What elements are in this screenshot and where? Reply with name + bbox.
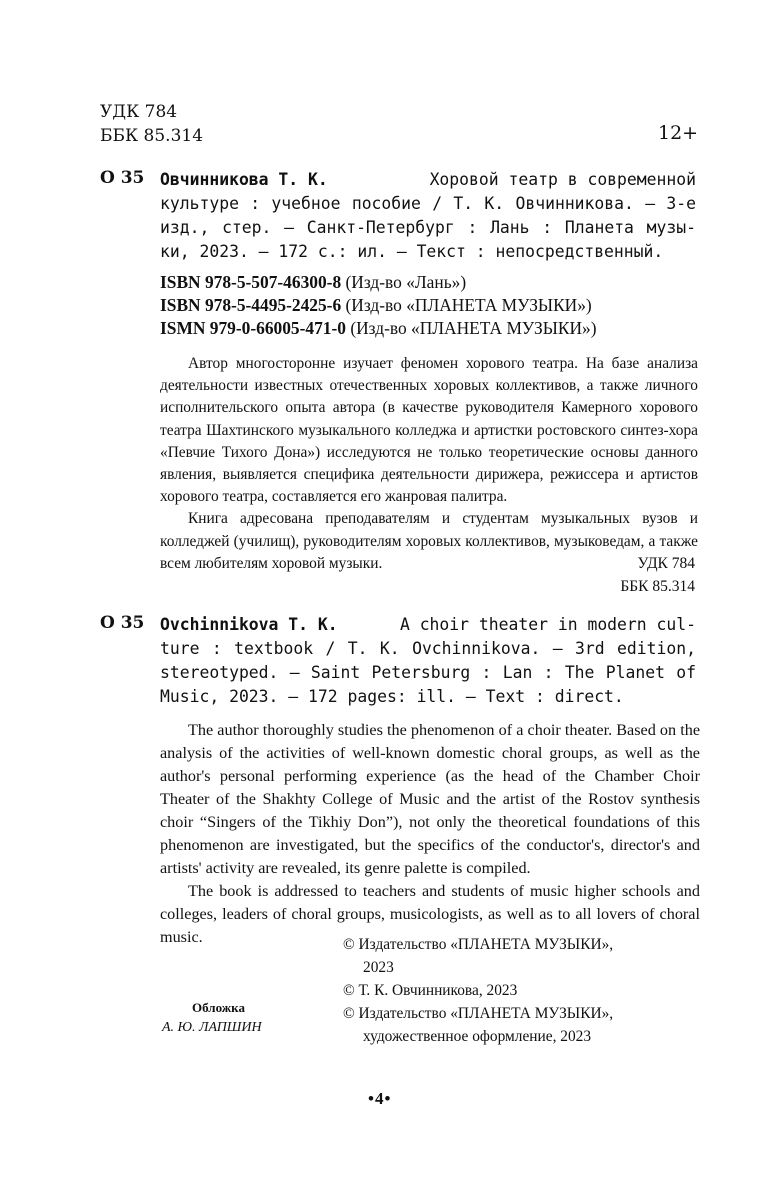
- entry-line: ки, 2023. — 172 с.: ил. — Текст : непосредственный.: [160, 242, 664, 261]
- age-rating: 12+: [658, 122, 699, 144]
- copyright-line: 2023: [363, 959, 394, 976]
- entry-line: [160, 168, 696, 192]
- entry-line: Music, 2023. — 172 pages: ill. — Text : direct.: [160, 687, 624, 706]
- en-abstract: [160, 719, 700, 949]
- en-entry-text: [160, 613, 696, 709]
- entry-line: stereotyped. — Saint Petersburg : Lan : The Planet of: [160, 663, 696, 682]
- ismn-publisher: (Изд-во «ПЛАНЕТА МУЗЫКИ»): [350, 318, 597, 338]
- bbk-code: ББК 85.314: [100, 126, 204, 146]
- isbn-number: ISBN 978-5-507-46300-8: [160, 272, 342, 292]
- entry-line: [160, 613, 696, 637]
- page-number: •4•: [368, 1089, 392, 1108]
- author-sign-code: O 35: [100, 613, 145, 633]
- cover-artist-name: А. Ю. ЛАПШИН: [162, 1020, 262, 1035]
- ismn-number: ISMN 979-0-66005-471-0: [160, 318, 346, 338]
- entry-line: ture : textbook / T. K. Ovchinnikova. — 3rd edition,: [160, 639, 696, 658]
- index-codes-bottom: [620, 552, 695, 598]
- copyright-line: © Т. К. Овчинникова, 2023: [343, 982, 518, 999]
- abstract-paragraph: The book is addressed to teachers and students of music higher schools and colleges, leaders of choral groups, musicologists, as well as to all lovers of choral music.: [160, 882, 700, 946]
- ismn-line: [160, 317, 597, 340]
- cover-credit-label: Обложка: [192, 1000, 245, 1015]
- author-name: Ovchinnikova T. K.: [160, 615, 338, 634]
- ru-abstract: [160, 353, 698, 575]
- copyright-line: © Издательство «ПЛАНЕТА МУЗЫКИ»,: [343, 1005, 614, 1022]
- isbn-line: [160, 294, 597, 317]
- isbn-publisher: (Изд-во «Лань»): [345, 272, 467, 292]
- author-name: Овчинникова Т. К.: [160, 170, 328, 189]
- copyright-line: © Издательство «ПЛАНЕТА МУЗЫКИ»,: [343, 936, 614, 953]
- isbn-number: ISBN 978-5-4495-2425-6: [160, 295, 342, 315]
- abstract-paragraph: Автор многосторонне изучает феномен хорового театра. На базе анализа деятельности известных отечественных хоровых коллективов, а также личного исполнительского опыта автора (в качестве руководителя Камерного хорового театра Шахтинского музыкального колледжа и артистки ростовского синтез-хора «Певчие Тихого Дона») исследуются не только теоретические основы данного явления, выявляется специфика деятельности дирижера, режиссера и артистов хорового театра, составляется его жанровая палитра.: [160, 355, 698, 506]
- abstract-paragraph: Книга адресована преподавателям и студентам музыкальных вузов и колледжей (училищ), руководителям хоровых коллективов, музыковедам, а также всем любителям хоровой музыки.: [160, 510, 698, 572]
- copyright-block: [343, 933, 613, 1048]
- entry-title-start: Хоровой театр в современной: [429, 170, 696, 189]
- bbk-code: ББК 85.314: [620, 578, 695, 595]
- entry-title-start: A choir theater in modern cul-: [399, 615, 696, 634]
- isbn-publisher: (Изд-во «ПЛАНЕТА МУЗЫКИ»): [345, 295, 592, 315]
- udk-code: УДК 784: [100, 102, 178, 122]
- copyright-line: художественное оформление, 2023: [363, 1028, 592, 1045]
- entry-line: культуре : учебное пособие / Т. К. Овчинникова. — 3-е: [160, 194, 696, 213]
- abstract-paragraph: The author thoroughly studies the phenomenon of a choir theater. Based on the analysis of the activities of well-known domestic choral groups, as well as the author's personal performing experience (as the head of the Chamber Choir Theater of the Shakhty College of Music and the artist of the Rostov synthesis choir “Singers of the Tikhiy Don”), not only the theoretical foundations of this phenomenon are investigated, but the specifics of the conductor's, director's and artists' activity are revealed, its genre palette is compiled.: [160, 721, 700, 877]
- ru-entry-text: [160, 168, 696, 264]
- isbn-list: [160, 271, 597, 340]
- udk-code: УДК 784: [637, 555, 695, 572]
- isbn-line: [160, 271, 597, 294]
- index-codes-top: [100, 100, 203, 148]
- entry-line: изд., стер. — Санкт-Петербург : Лань : Планета музы-: [160, 218, 696, 237]
- author-sign-code: О 35: [100, 168, 145, 188]
